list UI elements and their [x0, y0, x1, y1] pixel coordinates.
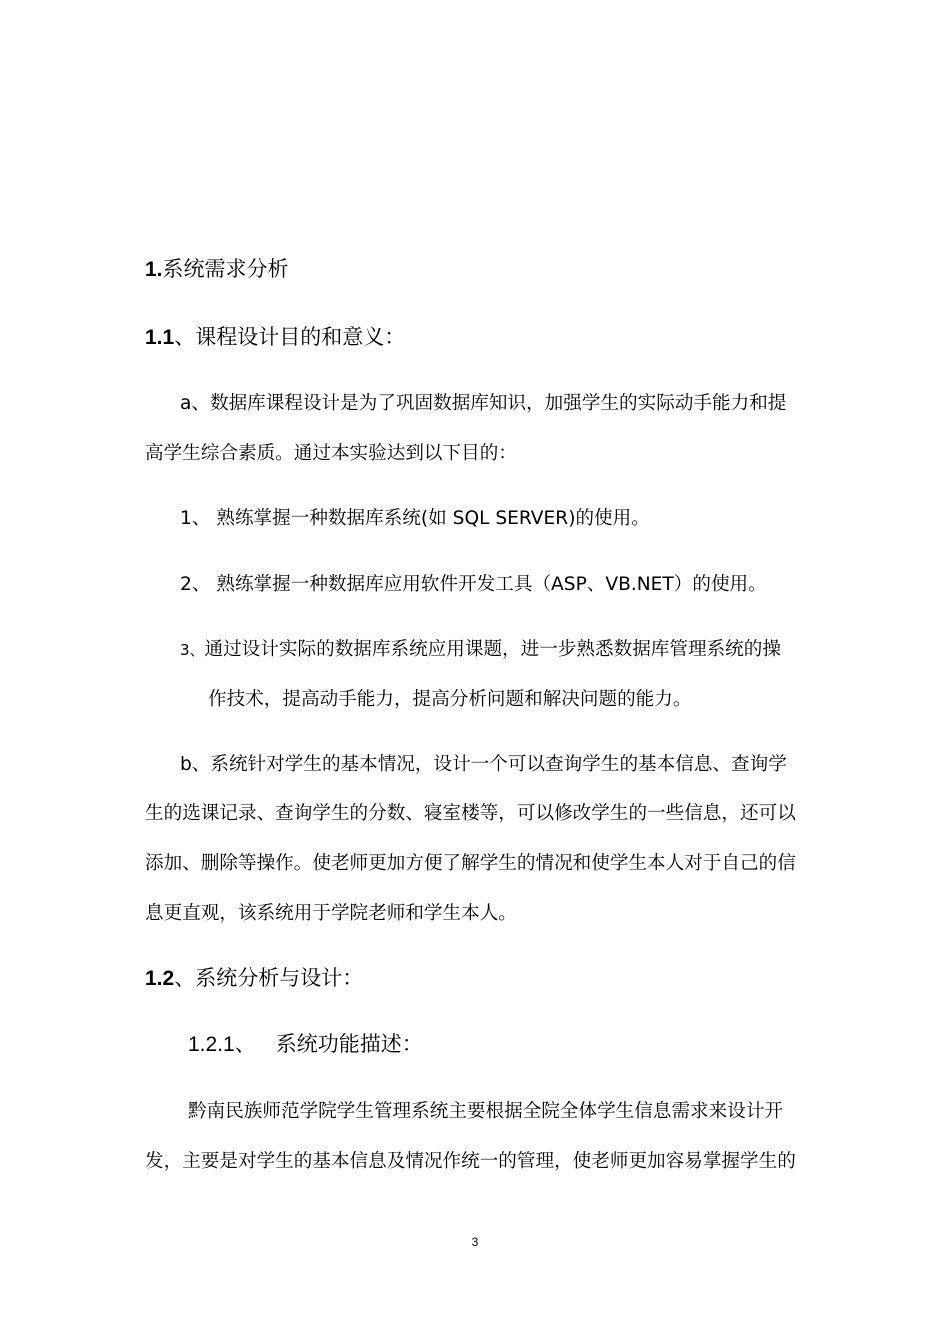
para-c-line-2: 发，主要是对学生的基本信息及情况作统一的管理，使老师更加容易掌握学生的	[145, 1151, 796, 1172]
list-item-3-text: 通过设计实际的数据库系统应用课题，进一步熟悉数据库管理系统的操	[204, 639, 781, 660]
heading-1-2-1	[188, 1030, 423, 1059]
list-item-1-text: 熟练掌握一种数据库系统(如 SQL SERVER)的使用。	[216, 508, 650, 529]
para-a-line-1: a、数据库课程设计是为了巩固数据库知识，加强学生的实际动手能力和提	[180, 393, 787, 414]
para-b-line-1: b、系统针对学生的基本情况，设计一个可以查询学生的基本信息、查询学	[180, 754, 787, 775]
list-item-2-text: 熟练掌握一种数据库应用软件开发工具（ASP、VB.NET）的使用。	[216, 574, 767, 595]
heading-1	[145, 255, 289, 284]
heading-1-2-1-number: 1.2.1、	[188, 1033, 256, 1056]
list-item-1-marker: 1、	[180, 508, 211, 529]
heading-1-1-number: 1.1	[145, 326, 175, 349]
para-c-line-1: 黔南民族师范学院学生管理系统主要根据全院全体学生信息需求来设计开	[188, 1101, 784, 1122]
heading-1-2-1-text: 系统功能描述：	[275, 1032, 423, 1056]
page-number: 3	[471, 1235, 479, 1249]
list-item-3-marker: 3、	[180, 641, 205, 659]
list-item-2-marker: 2、	[180, 574, 211, 595]
heading-1-1	[145, 323, 405, 352]
heading-1-2-number: 1.2	[145, 967, 175, 990]
heading-1-number: 1.	[145, 258, 163, 281]
heading-1-2	[145, 964, 363, 993]
para-b-line-2: 生的选课记录、查询学生的分数、寝室楼等，可以修改学生的一些信息，还可以	[145, 803, 796, 824]
para-b-line-4: 息更直观，该系统用于学院老师和学生本人。	[145, 903, 517, 924]
list-item-3-continuation: 作技术，提高动手能力，提高分析问题和解决问题的能力。	[208, 689, 692, 710]
heading-1-text: 系统需求分析	[162, 257, 289, 281]
heading-1-1-text: 、课程设计目的和意义：	[174, 325, 406, 349]
para-a-line-2: 高学生综合素质。通过本实验达到以下目的：	[145, 443, 517, 464]
para-b-line-3: 添加、删除等操作。使老师更加方便了解学生的情况和使学生本人对于自己的信	[145, 853, 796, 874]
list-item-1	[180, 506, 650, 532]
heading-1-2-text: 、系统分析与设计：	[174, 966, 364, 990]
list-item-2	[180, 572, 767, 598]
list-item-3	[180, 637, 781, 663]
